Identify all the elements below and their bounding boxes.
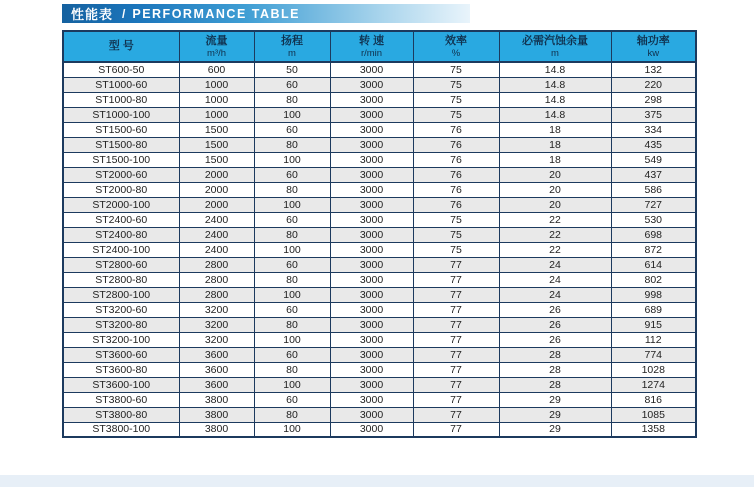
table-row (63, 152, 696, 167)
value-cell: 112 (611, 332, 696, 347)
value-cell: 77 (413, 332, 499, 347)
value-cell: 3000 (330, 62, 413, 77)
table-row (63, 377, 696, 392)
model-cell: ST1500-80 (63, 137, 179, 152)
value-cell: 80 (254, 317, 330, 332)
value-cell: 100 (254, 107, 330, 122)
page-title (62, 4, 470, 23)
value-cell: 100 (254, 332, 330, 347)
table-row (63, 332, 696, 347)
value-cell: 80 (254, 362, 330, 377)
model-cell: ST3800-100 (63, 422, 179, 437)
value-cell: 75 (413, 92, 499, 107)
value-cell: 20 (499, 167, 611, 182)
value-cell: 1500 (179, 137, 254, 152)
value-cell: 28 (499, 377, 611, 392)
value-cell: 14.8 (499, 107, 611, 122)
value-cell: 24 (499, 272, 611, 287)
value-cell: 3000 (330, 407, 413, 422)
value-cell: 3000 (330, 122, 413, 137)
value-cell: 80 (254, 407, 330, 422)
value-cell: 50 (254, 62, 330, 77)
title-separator: / (122, 6, 126, 21)
model-cell: ST1000-80 (63, 92, 179, 107)
title-chinese: 性能表 (71, 7, 114, 22)
value-cell: 100 (254, 242, 330, 257)
table-row (63, 272, 696, 287)
model-cell: ST2400-60 (63, 212, 179, 227)
value-cell: 698 (611, 227, 696, 242)
value-cell: 14.8 (499, 92, 611, 107)
column-header-3: 转 速 r/min (330, 31, 413, 62)
performance-table (62, 30, 697, 438)
value-cell: 75 (413, 227, 499, 242)
table-row (63, 317, 696, 332)
value-cell: 2800 (179, 257, 254, 272)
value-cell: 3000 (330, 287, 413, 302)
value-cell: 20 (499, 197, 611, 212)
model-cell: ST2800-100 (63, 287, 179, 302)
value-cell: 76 (413, 137, 499, 152)
value-cell: 29 (499, 407, 611, 422)
table-row (63, 122, 696, 137)
value-cell: 77 (413, 302, 499, 317)
value-cell: 100 (254, 197, 330, 212)
value-cell: 100 (254, 287, 330, 302)
value-cell: 76 (413, 152, 499, 167)
value-cell: 77 (413, 272, 499, 287)
table-row (63, 347, 696, 362)
table-row (63, 92, 696, 107)
value-cell: 3000 (330, 257, 413, 272)
value-cell: 26 (499, 332, 611, 347)
value-cell: 3000 (330, 167, 413, 182)
value-cell: 77 (413, 392, 499, 407)
table-row (63, 257, 696, 272)
model-cell: ST2000-100 (63, 197, 179, 212)
value-cell: 600 (179, 62, 254, 77)
value-cell: 20 (499, 182, 611, 197)
column-header-2: 扬程 m (254, 31, 330, 62)
value-cell: 3000 (330, 332, 413, 347)
value-cell: 75 (413, 212, 499, 227)
value-cell: 26 (499, 317, 611, 332)
value-cell: 1085 (611, 407, 696, 422)
table-row (63, 77, 696, 92)
value-cell: 375 (611, 107, 696, 122)
table-row (63, 137, 696, 152)
value-cell: 80 (254, 182, 330, 197)
value-cell: 77 (413, 422, 499, 437)
value-cell: 3000 (330, 107, 413, 122)
value-cell: 3000 (330, 392, 413, 407)
value-cell: 3800 (179, 392, 254, 407)
value-cell: 3000 (330, 362, 413, 377)
model-cell: ST3800-80 (63, 407, 179, 422)
value-cell: 435 (611, 137, 696, 152)
value-cell: 132 (611, 62, 696, 77)
value-cell: 60 (254, 347, 330, 362)
value-cell: 22 (499, 242, 611, 257)
value-cell: 77 (413, 287, 499, 302)
model-cell: ST2800-60 (63, 257, 179, 272)
value-cell: 60 (254, 77, 330, 92)
value-cell: 28 (499, 362, 611, 377)
table-row (63, 212, 696, 227)
value-cell: 100 (254, 152, 330, 167)
value-cell: 76 (413, 167, 499, 182)
value-cell: 3200 (179, 332, 254, 347)
model-cell: ST3200-100 (63, 332, 179, 347)
value-cell: 3000 (330, 152, 413, 167)
value-cell: 77 (413, 347, 499, 362)
value-cell: 80 (254, 137, 330, 152)
value-cell: 3000 (330, 377, 413, 392)
model-cell: ST3600-60 (63, 347, 179, 362)
value-cell: 1274 (611, 377, 696, 392)
value-cell: 915 (611, 317, 696, 332)
value-cell: 802 (611, 272, 696, 287)
value-cell: 60 (254, 167, 330, 182)
value-cell: 3800 (179, 422, 254, 437)
value-cell: 3000 (330, 347, 413, 362)
table-row (63, 62, 696, 77)
value-cell: 530 (611, 212, 696, 227)
footer-band (0, 475, 754, 487)
value-cell: 100 (254, 377, 330, 392)
value-cell: 3000 (330, 92, 413, 107)
value-cell: 77 (413, 407, 499, 422)
value-cell: 60 (254, 392, 330, 407)
column-header-5: 必需汽蚀余量 m (499, 31, 611, 62)
value-cell: 334 (611, 122, 696, 137)
value-cell: 18 (499, 137, 611, 152)
value-cell: 872 (611, 242, 696, 257)
model-cell: ST1500-100 (63, 152, 179, 167)
value-cell: 24 (499, 257, 611, 272)
value-cell: 3800 (179, 407, 254, 422)
value-cell: 3600 (179, 377, 254, 392)
value-cell: 3000 (330, 302, 413, 317)
table-row (63, 227, 696, 242)
value-cell: 77 (413, 257, 499, 272)
table-row (63, 197, 696, 212)
value-cell: 100 (254, 422, 330, 437)
model-cell: ST2400-80 (63, 227, 179, 242)
value-cell: 3600 (179, 347, 254, 362)
value-cell: 3000 (330, 212, 413, 227)
model-cell: ST3200-80 (63, 317, 179, 332)
value-cell: 3000 (330, 227, 413, 242)
value-cell: 22 (499, 227, 611, 242)
value-cell: 2800 (179, 272, 254, 287)
value-cell: 3200 (179, 317, 254, 332)
value-cell: 18 (499, 152, 611, 167)
column-header-1: 流量 m³/h (179, 31, 254, 62)
value-cell: 75 (413, 62, 499, 77)
value-cell: 3000 (330, 272, 413, 287)
value-cell: 2400 (179, 212, 254, 227)
value-cell: 2400 (179, 227, 254, 242)
model-cell: ST2800-80 (63, 272, 179, 287)
value-cell: 2400 (179, 242, 254, 257)
value-cell: 75 (413, 107, 499, 122)
value-cell: 60 (254, 122, 330, 137)
model-cell: ST3800-60 (63, 392, 179, 407)
value-cell: 29 (499, 422, 611, 437)
value-cell: 3000 (330, 137, 413, 152)
value-cell: 1500 (179, 122, 254, 137)
value-cell: 14.8 (499, 62, 611, 77)
value-cell: 1358 (611, 422, 696, 437)
table-row (63, 422, 696, 437)
value-cell: 3000 (330, 242, 413, 257)
value-cell: 1000 (179, 77, 254, 92)
value-cell: 76 (413, 197, 499, 212)
table-row (63, 362, 696, 377)
table-row (63, 242, 696, 257)
value-cell: 18 (499, 122, 611, 137)
value-cell: 3000 (330, 182, 413, 197)
value-cell: 3000 (330, 422, 413, 437)
value-cell: 28 (499, 347, 611, 362)
value-cell: 727 (611, 197, 696, 212)
column-header-4: 效率 % (413, 31, 499, 62)
value-cell: 1028 (611, 362, 696, 377)
value-cell: 75 (413, 242, 499, 257)
value-cell: 77 (413, 377, 499, 392)
model-cell: ST1000-100 (63, 107, 179, 122)
column-header-0: 型 号 (63, 31, 179, 62)
value-cell: 774 (611, 347, 696, 362)
value-cell: 29 (499, 392, 611, 407)
model-cell: ST600-50 (63, 62, 179, 77)
value-cell: 2000 (179, 182, 254, 197)
table-row (63, 407, 696, 422)
model-cell: ST2400-100 (63, 242, 179, 257)
table-row (63, 392, 696, 407)
value-cell: 3000 (330, 317, 413, 332)
model-cell: ST3200-60 (63, 302, 179, 317)
model-cell: ST2000-80 (63, 182, 179, 197)
value-cell: 2800 (179, 287, 254, 302)
value-cell: 77 (413, 317, 499, 332)
value-cell: 1500 (179, 152, 254, 167)
value-cell: 60 (254, 212, 330, 227)
value-cell: 220 (611, 77, 696, 92)
table-row (63, 107, 696, 122)
value-cell: 3600 (179, 362, 254, 377)
value-cell: 437 (611, 167, 696, 182)
value-cell: 26 (499, 302, 611, 317)
title-english: PERFORMANCE TABLE (132, 6, 300, 21)
value-cell: 586 (611, 182, 696, 197)
value-cell: 76 (413, 122, 499, 137)
value-cell: 3000 (330, 77, 413, 92)
table-body (63, 62, 696, 437)
value-cell: 2000 (179, 197, 254, 212)
value-cell: 614 (611, 257, 696, 272)
value-cell: 22 (499, 212, 611, 227)
value-cell: 80 (254, 92, 330, 107)
value-cell: 689 (611, 302, 696, 317)
value-cell: 1000 (179, 92, 254, 107)
value-cell: 2000 (179, 167, 254, 182)
value-cell: 298 (611, 92, 696, 107)
value-cell: 998 (611, 287, 696, 302)
value-cell: 816 (611, 392, 696, 407)
model-cell: ST3600-80 (63, 362, 179, 377)
value-cell: 14.8 (499, 77, 611, 92)
value-cell: 75 (413, 77, 499, 92)
value-cell: 3200 (179, 302, 254, 317)
value-cell: 80 (254, 227, 330, 242)
table-header (63, 31, 696, 62)
value-cell: 549 (611, 152, 696, 167)
table-row (63, 302, 696, 317)
table-row (63, 167, 696, 182)
model-cell: ST3600-100 (63, 377, 179, 392)
value-cell: 24 (499, 287, 611, 302)
value-cell: 60 (254, 257, 330, 272)
value-cell: 60 (254, 302, 330, 317)
value-cell: 1000 (179, 107, 254, 122)
table-header-row (63, 31, 696, 62)
value-cell: 76 (413, 182, 499, 197)
model-cell: ST2000-60 (63, 167, 179, 182)
table-row (63, 182, 696, 197)
model-cell: ST1500-60 (63, 122, 179, 137)
column-header-6: 轴功率 kw (611, 31, 696, 62)
table-row (63, 287, 696, 302)
value-cell: 3000 (330, 197, 413, 212)
model-cell: ST1000-60 (63, 77, 179, 92)
value-cell: 77 (413, 362, 499, 377)
value-cell: 80 (254, 272, 330, 287)
